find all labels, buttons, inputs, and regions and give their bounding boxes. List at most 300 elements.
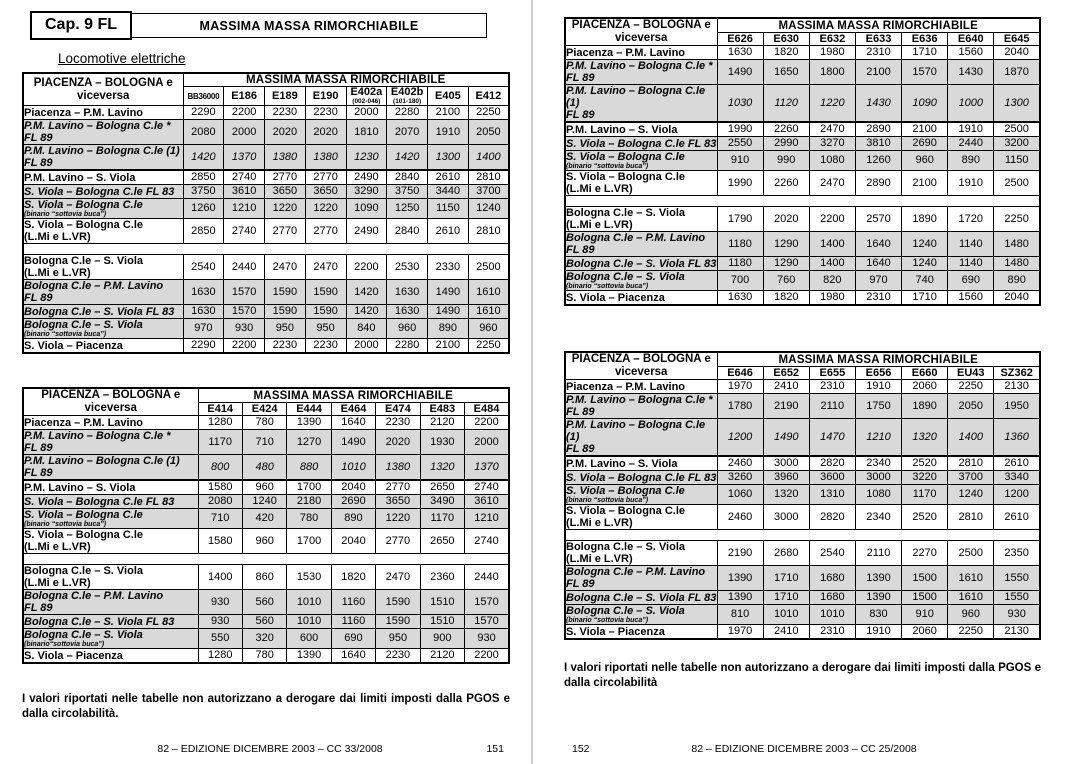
route-label: S. Viola – Piacenza: [565, 625, 717, 640]
mass-value: 1400: [809, 232, 855, 257]
route-label: Piacenza – P.M. Lavino: [565, 46, 717, 60]
page-152: [534, 0, 1068, 764]
mass-value: 2040: [994, 46, 1040, 60]
table-row: [565, 291, 1040, 306]
loco-column-E414: E414: [198, 403, 242, 416]
table-title: MASSIMA MASSA RIMORCHIABILE: [717, 352, 1040, 367]
mass-value: 2610: [994, 456, 1040, 471]
table-row: [23, 430, 509, 455]
page-number: 152: [572, 743, 590, 755]
table-row: [565, 456, 1040, 471]
mass-value: 1200: [717, 419, 763, 457]
mass-value: 2500: [468, 255, 509, 280]
mass-value: 1400: [948, 419, 994, 457]
mass-value: 930: [224, 319, 265, 339]
route-label: Bologna C.le – S. Viola (binario “sottovia buca”): [23, 319, 183, 339]
mass-value: 2530: [387, 255, 428, 280]
mass-value: 1120: [763, 85, 809, 123]
loco-column-E656: E656: [855, 367, 901, 380]
loco-column-E464: E464: [331, 403, 375, 416]
mass-value: 2540: [183, 255, 224, 280]
mass-value: 810: [717, 605, 763, 625]
mass-value: 1630: [717, 291, 763, 306]
mass-value: 690: [948, 271, 994, 291]
mass-value: 1140: [948, 232, 994, 257]
mass-value: 560: [242, 615, 286, 629]
mass-value: 1480: [994, 257, 1040, 271]
mass-value: 2040: [331, 480, 375, 495]
mass-value: 960: [902, 151, 948, 171]
mass-value: 1980: [809, 46, 855, 60]
page-divider: [531, 0, 533, 764]
mass-value: 1570: [465, 590, 509, 615]
mass-value: 3810: [855, 137, 901, 151]
mass-value: 1210: [224, 199, 265, 219]
mass-value: 1680: [809, 566, 855, 591]
mass-value: 2770: [376, 529, 420, 554]
mass-value: 2770: [265, 170, 306, 185]
mass-value: 1640: [855, 232, 901, 257]
mass-value: 1630: [387, 305, 428, 319]
mass-value: 1290: [763, 232, 809, 257]
mass-value: 1780: [717, 394, 763, 419]
table-row: [23, 339, 509, 354]
mass-value: 2520: [902, 456, 948, 471]
mass-value: 1510: [420, 590, 464, 615]
page-number: 151: [486, 743, 504, 755]
mass-value: 3340: [994, 471, 1040, 485]
mass-value: 2260: [763, 122, 809, 137]
mass-value: 1590: [265, 305, 306, 319]
table-row: [565, 419, 1040, 457]
mass-value: 800: [198, 455, 242, 481]
table-row: [565, 394, 1040, 419]
mass-value: 2770: [265, 219, 306, 244]
mass-value: 1300: [994, 85, 1040, 123]
mass-value: 710: [242, 430, 286, 455]
mass-table-right-2: [564, 351, 1041, 640]
route-label: S. Viola – Bologna C.le (L.Mi e L.VR): [565, 505, 717, 530]
mass-value: 1980: [809, 291, 855, 306]
table-row: [565, 171, 1040, 196]
mass-value: 480: [242, 455, 286, 481]
mass-value: 2470: [265, 255, 306, 280]
mass-value: 3490: [420, 495, 464, 509]
mass-value: 1220: [376, 509, 420, 529]
table-row: [23, 280, 509, 305]
mass-value: 1430: [948, 60, 994, 85]
loco-column-E636: E636: [902, 33, 948, 46]
mass-value: 1610: [468, 280, 509, 305]
table-row: [565, 122, 1040, 137]
mass-value: 780: [242, 416, 286, 430]
route-label: Bologna C.le – S. Viola (L.Mi e L.VR): [23, 255, 183, 280]
mass-value: 2100: [855, 60, 901, 85]
mass-value: 2100: [902, 122, 948, 137]
mass-value: 1570: [465, 615, 509, 629]
mass-value: 2810: [468, 219, 509, 244]
mass-value: 1970: [717, 625, 763, 640]
table-row: [23, 455, 509, 481]
mass-value: 1390: [287, 649, 331, 664]
mass-table-left-2: [22, 387, 510, 664]
mass-value: 1910: [855, 380, 901, 394]
route-label: Piacenza – P.M. Lavino: [23, 416, 198, 430]
table-row: [23, 509, 509, 529]
mass-value: 1590: [305, 280, 346, 305]
mass-value: 2080: [183, 120, 224, 145]
mass-value: 1750: [855, 394, 901, 419]
table-row: [23, 120, 509, 145]
mass-value: 2310: [809, 625, 855, 640]
mass-value: 1240: [948, 485, 994, 505]
route-label: S. Viola – Bologna C.le FL 83: [23, 185, 183, 199]
table-row: [565, 85, 1040, 123]
table-row: [565, 380, 1040, 394]
mass-value: 2270: [902, 541, 948, 566]
table-row: [565, 137, 1040, 151]
table-row: [565, 46, 1040, 60]
mass-value: 1400: [198, 565, 242, 590]
mass-value: 1710: [763, 566, 809, 591]
route-label: P.M. Lavino – Bologna C.le * FL 89: [565, 394, 717, 419]
route-label: S. Viola – Piacenza: [565, 291, 717, 306]
mass-value: 2690: [902, 137, 948, 151]
note-text: I valori riportati nelle tabelle non autorizzano a derogare dai limiti imposti dalla PGOS e dalla circolabilità.: [22, 693, 510, 720]
mass-value: 960: [387, 319, 428, 339]
route-label: Bologna C.le – P.M. Lavino FL 89: [565, 232, 717, 257]
mass-value: 1630: [717, 46, 763, 60]
route-column-header: PIACENZA – BOLOGNA e viceversa: [565, 352, 717, 380]
section-heading: Locomotive elettriche: [58, 51, 186, 66]
route-label: Bologna C.le – S. Viola (L.Mi e L.VR): [565, 541, 717, 566]
mass-value: 1390: [855, 591, 901, 605]
mass-value: 1080: [855, 485, 901, 505]
mass-value: 3000: [763, 505, 809, 530]
mass-value: 2200: [346, 255, 387, 280]
mass-value: 820: [809, 271, 855, 291]
mass-value: 1710: [902, 46, 948, 60]
mass-value: 1170: [198, 430, 242, 455]
table-row: [23, 554, 509, 565]
route-label: Bologna C.le – S. Viola FL 83: [566, 591, 717, 604]
mass-value: 2020: [376, 430, 420, 455]
loco-column-E474: E474: [376, 403, 420, 416]
mass-value: 420: [242, 509, 286, 529]
table-row: [565, 566, 1040, 591]
spacer-cell: [565, 196, 1040, 207]
table-row: [565, 257, 1040, 271]
mass-value: 2250: [994, 207, 1040, 232]
mass-value: 1290: [763, 257, 809, 271]
footer-edition: 82 – EDIZIONE DICEMBRE 2003 – CC 33/2008: [157, 743, 383, 755]
spacer-cell: [565, 530, 1040, 541]
mass-value: 1930: [420, 430, 464, 455]
mass-value: 1010: [287, 615, 331, 629]
mass-value: 2260: [763, 171, 809, 196]
mass-value: 2070: [387, 120, 428, 145]
mass-value: 2310: [855, 46, 901, 60]
mass-value: 2460: [717, 456, 763, 471]
mass-value: 2230: [305, 339, 346, 354]
route-label: Bologna C.le – P.M. Lavino FL 89: [565, 566, 717, 591]
mass-value: 1890: [902, 207, 948, 232]
mass-value: 2120: [420, 416, 464, 430]
mass-value: 2340: [855, 456, 901, 471]
table-row: [565, 207, 1040, 232]
route-label: P.M. Lavino – S. Viola: [23, 480, 198, 495]
mass-value: 900: [420, 629, 464, 649]
loco-column-E630: E630: [763, 33, 809, 46]
mass-value: 1910: [855, 625, 901, 640]
mass-value: 3000: [763, 456, 809, 471]
route-label: P.M. Lavino – Bologna C.le (1) FL 89: [23, 145, 183, 171]
mass-value: 690: [331, 629, 375, 649]
table-row: [23, 565, 509, 590]
mass-value: 3700: [468, 185, 509, 199]
mass-value: 1470: [809, 419, 855, 457]
mass-value: 1430: [855, 85, 901, 123]
mass-value: 2280: [387, 106, 428, 120]
route-label: Piacenza – P.M. Lavino: [23, 106, 183, 120]
mass-value: 1170: [420, 509, 464, 529]
mass-value: 1200: [994, 485, 1040, 505]
loco-column-E402a: E402a (002-046): [346, 87, 387, 106]
mass-value: 1320: [420, 455, 464, 481]
mass-value: 2740: [465, 529, 509, 554]
mass-value: 1250: [387, 199, 428, 219]
mass-value: 710: [198, 509, 242, 529]
mass-value: 2740: [224, 170, 265, 185]
mass-value: 1580: [198, 480, 242, 495]
mass-value: 1570: [224, 305, 265, 319]
route-label: S. Viola – Bologna C.le FL 83: [566, 471, 717, 484]
mass-value: 740: [902, 271, 948, 291]
table-row: [23, 590, 509, 615]
mass-value: 1390: [287, 416, 331, 430]
mass-value: 1150: [428, 199, 469, 219]
route-label: S. Viola – Piacenza: [23, 339, 183, 354]
table-row: [565, 591, 1040, 605]
mass-value: 970: [183, 319, 224, 339]
mass-value: 1180: [717, 232, 763, 257]
mass-value: 2230: [265, 339, 306, 354]
mass-value: 1150: [994, 151, 1040, 171]
mass-value: 2520: [902, 505, 948, 530]
mass-value: 1220: [305, 199, 346, 219]
mass-value: 2890: [855, 171, 901, 196]
chapter-box: Cap. 9 FL: [30, 11, 132, 40]
mass-value: 1910: [948, 122, 994, 137]
mass-value: 1390: [717, 591, 763, 605]
table-row: [565, 541, 1040, 566]
mass-value: 1990: [717, 171, 763, 196]
mass-value: 3290: [346, 185, 387, 199]
mass-value: 2080: [198, 495, 242, 509]
mass-value: 2440: [948, 137, 994, 151]
mass-value: 1240: [902, 232, 948, 257]
mass-value: 2200: [809, 207, 855, 232]
note-text: I valori riportati nelle tabelle non autorizzano a derogare dai limiti imposti dalla PGOS e dalla circolabilità: [564, 662, 1041, 689]
mass-value: 1560: [948, 46, 994, 60]
mass-value: 2290: [183, 339, 224, 354]
mass-value: 930: [465, 629, 509, 649]
mass-value: 1390: [855, 566, 901, 591]
mass-value: 700: [717, 271, 763, 291]
mass-value: 2770: [376, 480, 420, 495]
mass-value: 1240: [468, 199, 509, 219]
mass-value: 3440: [428, 185, 469, 199]
table-row: [23, 255, 509, 280]
loco-column-E645: E645: [994, 33, 1040, 46]
route-label: P.M. Lavino – Bologna C.le * FL 89: [565, 60, 717, 85]
mass-value: 1300: [428, 145, 469, 171]
mass-value: 880: [287, 455, 331, 481]
mass-value: 2470: [809, 122, 855, 137]
mass-value: 2200: [224, 106, 265, 120]
mass-value: 2350: [994, 541, 1040, 566]
mass-value: 1650: [763, 60, 809, 85]
mass-value: 2820: [809, 456, 855, 471]
mass-value: 1380: [376, 455, 420, 481]
mass-value: 1010: [287, 590, 331, 615]
mass-table-left-1: [22, 72, 510, 354]
table-row: [565, 271, 1040, 291]
mass-value: 1580: [198, 529, 242, 554]
loco-column-SZ362: SZ362: [994, 367, 1040, 380]
mass-value: 2250: [468, 106, 509, 120]
mass-value: 2110: [809, 394, 855, 419]
table-row: [565, 232, 1040, 257]
mass-value: 3600: [809, 471, 855, 485]
page-title: MASSIMA MASSA RIMORCHIABILE: [132, 13, 487, 38]
table-row: [565, 151, 1040, 171]
mass-value: 2840: [387, 170, 428, 185]
table-row: [23, 145, 509, 171]
table-row: [23, 106, 509, 120]
mass-value: 2360: [420, 565, 464, 590]
loco-column-E444: E444: [287, 403, 331, 416]
mass-value: 1910: [948, 171, 994, 196]
mass-value: 960: [468, 319, 509, 339]
mass-value: 3700: [948, 471, 994, 485]
mass-value: 2410: [763, 625, 809, 640]
loco-column-E626: E626: [717, 33, 763, 46]
route-label: P.M. Lavino – Bologna C.le (1) FL 89: [565, 419, 717, 457]
mass-value: 600: [287, 629, 331, 649]
mass-value: 1820: [763, 291, 809, 306]
mass-value: 890: [428, 319, 469, 339]
mass-value: 2770: [305, 170, 346, 185]
mass-value: 960: [948, 605, 994, 625]
route-label: Bologna C.le – S. Viola (binario “sottovia buca”): [565, 271, 717, 291]
mass-value: 2410: [763, 380, 809, 394]
table-row: [23, 529, 509, 554]
table-row: [565, 60, 1040, 85]
mass-value: 2310: [855, 291, 901, 306]
mass-value: 2490: [346, 219, 387, 244]
mass-value: 1790: [717, 207, 763, 232]
table-title: MASSIMA MASSA RIMORCHIABILE: [198, 388, 509, 403]
loco-column-E190: E190: [305, 87, 346, 106]
mass-value: 3650: [265, 185, 306, 199]
route-label: S. Viola – Bologna C.le FL 83: [23, 495, 198, 509]
mass-value: 1610: [948, 591, 994, 605]
mass-value: 2280: [387, 339, 428, 354]
mass-value: 1530: [287, 565, 331, 590]
mass-value: 1870: [994, 60, 1040, 85]
spacer-cell: [23, 244, 509, 255]
mass-value: 3960: [763, 471, 809, 485]
mass-value: 1910: [428, 120, 469, 145]
route-label: S. Viola – Bologna C.le (binario “sottovia buca”): [565, 151, 717, 171]
loco-column-E632: E632: [809, 33, 855, 46]
mass-value: 1640: [331, 416, 375, 430]
mass-value: 930: [994, 605, 1040, 625]
mass-value: 2540: [809, 541, 855, 566]
route-label: S. Viola – Bologna C.le (binario “sottovia buca”): [23, 199, 183, 219]
mass-value: 1160: [331, 615, 375, 629]
mass-value: 2460: [717, 505, 763, 530]
mass-value: 1370: [465, 455, 509, 481]
mass-value: 2470: [809, 171, 855, 196]
mass-value: 2040: [994, 291, 1040, 306]
route-label: S. Viola – Bologna C.le (L.Mi e L.VR): [23, 219, 183, 244]
mass-value: 2120: [420, 649, 464, 664]
mass-value: 2000: [224, 120, 265, 145]
spacer-cell: [23, 554, 509, 565]
mass-value: 2850: [183, 170, 224, 185]
mass-value: 2650: [420, 480, 464, 495]
mass-value: 1990: [717, 122, 763, 137]
loco-column-E186: E186: [224, 87, 265, 106]
mass-value: 560: [242, 590, 286, 615]
route-label: S. Viola – Bologna C.le (binario “sottovia buca”): [23, 509, 198, 529]
table-row: [23, 185, 509, 199]
mass-value: 2130: [994, 380, 1040, 394]
route-label: S. Viola – Piacenza: [23, 649, 198, 664]
mass-value: 2130: [994, 625, 1040, 640]
table-row: [565, 625, 1040, 640]
mass-value: 3270: [809, 137, 855, 151]
mass-value: 1610: [948, 566, 994, 591]
mass-value: 780: [287, 509, 331, 529]
mass-value: 2050: [468, 120, 509, 145]
table-row: [565, 505, 1040, 530]
mass-value: 3650: [376, 495, 420, 509]
route-label: Bologna C.le – S. Viola (binario“sottovia buca”): [23, 629, 198, 649]
mass-value: 2340: [855, 505, 901, 530]
route-label: Bologna C.le – P.M. Lavino FL 89: [23, 590, 198, 615]
mass-value: 1240: [902, 257, 948, 271]
mass-value: 1820: [763, 46, 809, 60]
route-label: Piacenza – P.M. Lavino: [565, 380, 717, 394]
mass-value: 860: [242, 565, 286, 590]
route-label: S. Viola – Bologna C.le (binario “sottovia buca”): [565, 485, 717, 505]
mass-value: 2000: [346, 106, 387, 120]
mass-value: 3260: [717, 471, 763, 485]
mass-value: 2810: [468, 170, 509, 185]
mass-value: 2820: [809, 505, 855, 530]
mass-value: 2440: [224, 255, 265, 280]
mass-value: 1220: [265, 199, 306, 219]
mass-value: 2020: [305, 120, 346, 145]
mass-value: 1260: [855, 151, 901, 171]
table-row: [23, 495, 509, 509]
mass-value: 2310: [809, 380, 855, 394]
mass-value: 2200: [465, 649, 509, 664]
mass-value: 1610: [468, 305, 509, 319]
